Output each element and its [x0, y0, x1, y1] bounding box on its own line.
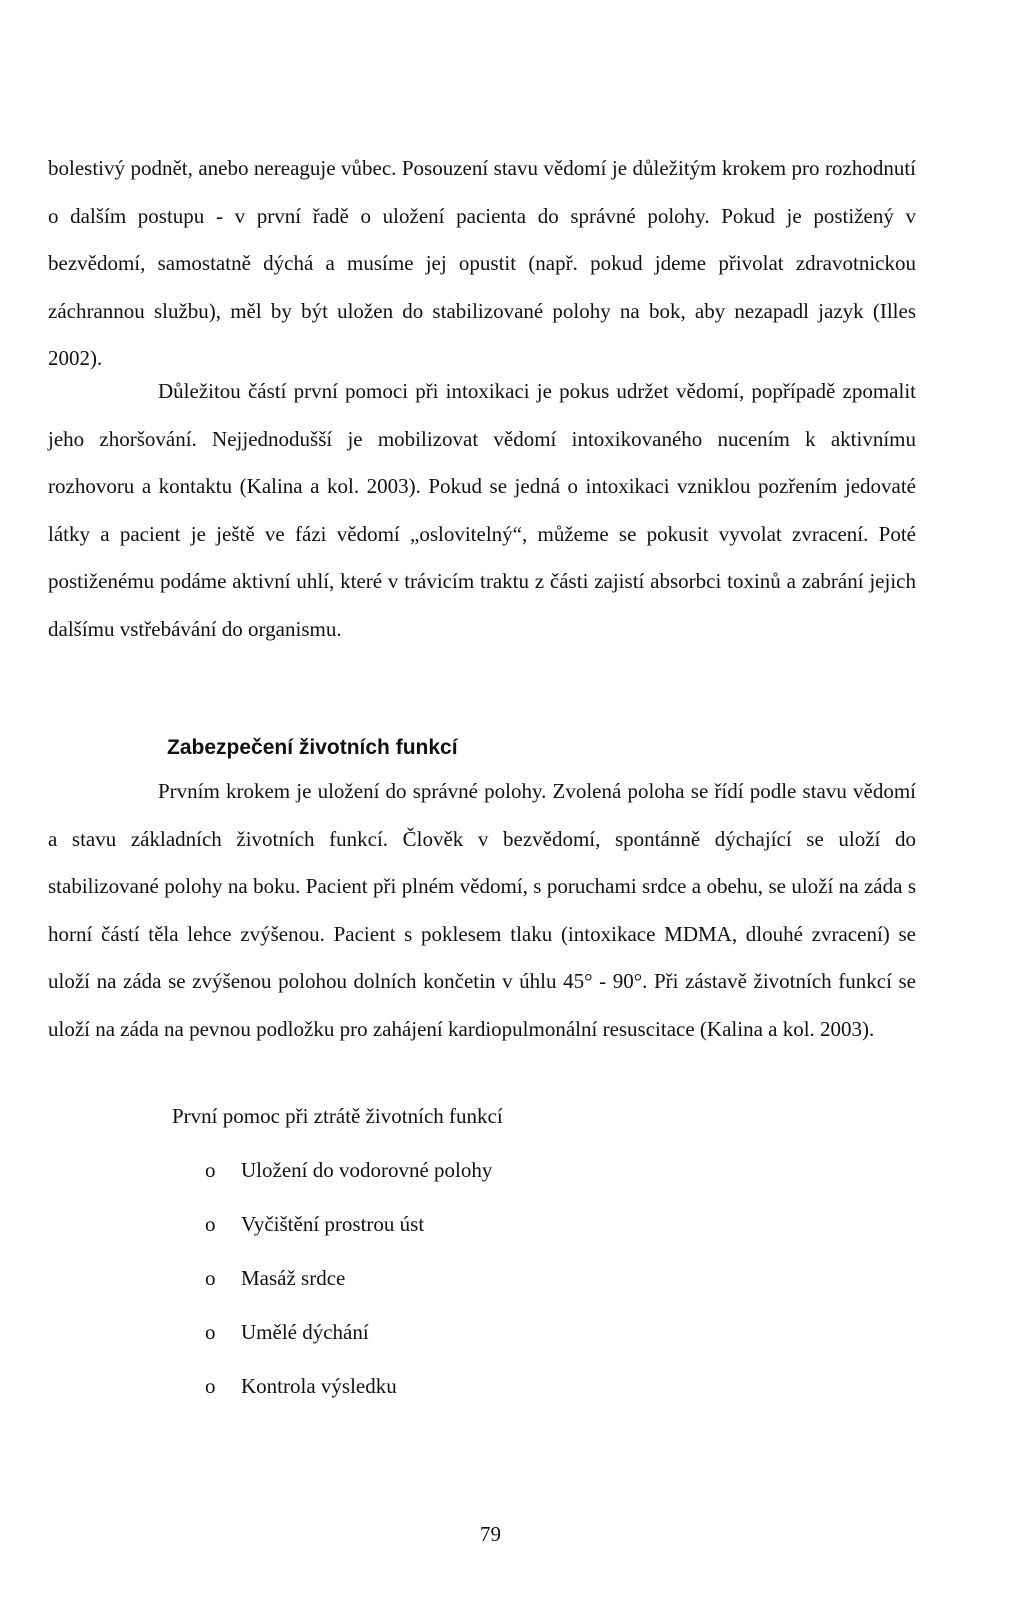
paragraph-3: [48, 768, 916, 1053]
list-bullet: o: [205, 1320, 216, 1344]
list-item-text: Masáž srdce: [241, 1266, 346, 1290]
list-bullet: o: [205, 1266, 216, 1290]
list-item-text: Kontrola výsledku: [241, 1374, 397, 1398]
page-number: 79: [480, 1522, 501, 1546]
list-title: První pomoc při ztrátě životních funkcí: [172, 1104, 503, 1128]
list-item: [205, 1320, 492, 1374]
list-item: [205, 1374, 492, 1428]
list-item: [205, 1266, 492, 1320]
list-item-text: Uložení do vodorovné polohy: [241, 1158, 493, 1182]
list-bullet: o: [205, 1374, 216, 1398]
list-bullet: o: [205, 1212, 216, 1236]
paragraph-2-text: Důležitou částí první pomoci při intoxikaci je pokus udržet vědomí, popřípadě zpomalit jeho zhoršování. Nejjednodušší je mobilizovat vědomí intoxikovaného nucením k aktivnímu rozhovoru a kontaktu (Kalina a kol. 2003). Pokud se jedná o intoxikaci vzniklou pozřením jedovaté látky a pacient je ještě ve fázi vědomí „oslovitelný“, můžeme se pokusit vyvolat zvracení. Poté postiženému podáme aktivní uhlí, které v trávicím traktu z části zajistí absorbci toxinů a zabrání jejich dalšímu vstřebávání do organismu.: [48, 379, 916, 641]
section-heading: Zabezpečení životních funkcí: [167, 736, 458, 759]
paragraph-3-text: Prvním krokem je uložení do správné polohy. Zvolená poloha se řídí podle stavu vědomí a stavu základních životních funkcí. Člověk v bezvědomí, spontánně dýchající se uloží do stabilizované polohy na boku. Pacient při plném vědomí, s poruchami srdce a obehu, se uloží na záda s horní částí těla lehce zvýšenou. Pacient s poklesem tlaku (intoxikace MDMA, dlouhé zvracení) se uloží na záda se zvýšenou polohou dolních končetin v úhlu 45° - 90°. Při zástavě životních funkcí se uloží na záda na pevnou podložku pro zahájení kardiopulmonální resuscitace (Kalina a kol. 2003).: [48, 779, 916, 1041]
first-aid-list: [205, 1158, 492, 1428]
paragraph-2: [48, 368, 916, 653]
list-item-text: Umělé dýchání: [241, 1320, 369, 1344]
list-item: [205, 1212, 492, 1266]
list-item: [205, 1158, 492, 1212]
paragraph-1: bolestivý podnět, anebo nereaguje vůbec. Posouzení stavu vědomí je důležitým krokem pro rozhodnutí o dalším postupu - v první řadě o uložení pacienta do správné polohy. Pokud je postižený v bezvědomí, samostatně dýchá a musíme jej opustit (např. pokud jdeme přivolat zdravotnickou záchrannou službu), měl by být uložen do stabilizované polohy na bok, aby nezapadl jazyk (Illes 2002).: [48, 156, 916, 370]
list-item-text: Vyčištění prostrou úst: [241, 1212, 425, 1236]
list-bullet: o: [205, 1158, 216, 1182]
